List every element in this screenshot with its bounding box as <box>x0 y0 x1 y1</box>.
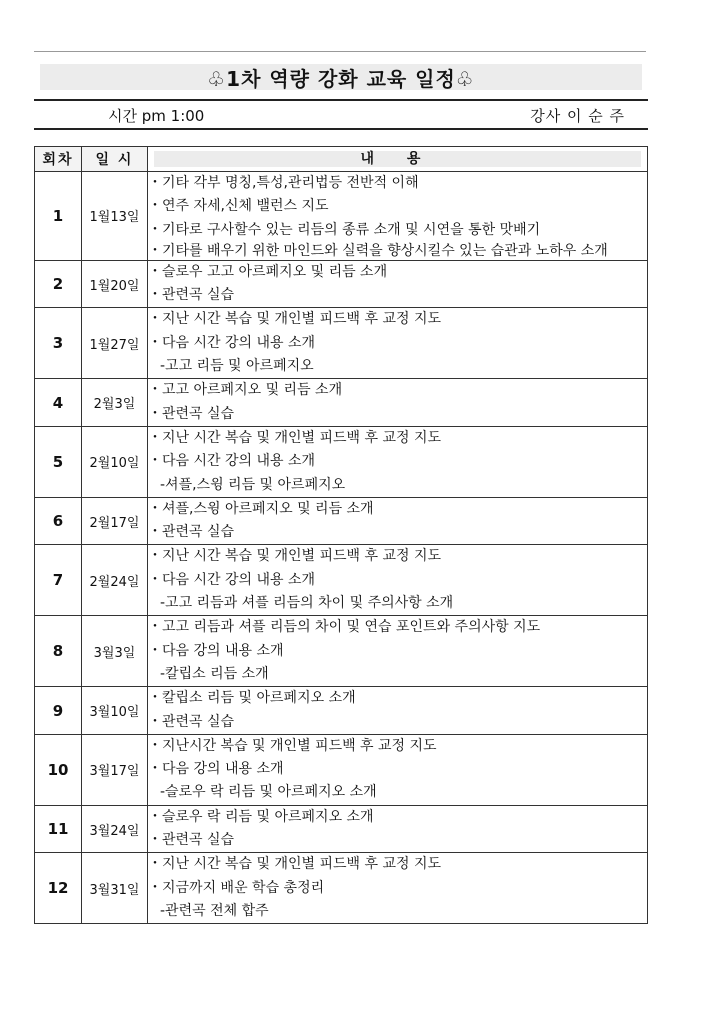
table-row <box>35 805 648 853</box>
session-number: 2 <box>35 260 82 308</box>
schedule-table <box>34 146 648 924</box>
session-content <box>148 616 648 687</box>
content-line: ・지난 시간 복습 및 개인별 피드백 후 교정 지도 <box>148 311 442 328</box>
session-date: 3월31일 <box>82 853 148 924</box>
session-content <box>148 805 648 853</box>
instructor-name: 강사 이 순 주 <box>530 107 625 125</box>
session-date: 3월10일 <box>82 687 148 735</box>
content-subline: -고고 리듬 및 아르페지오 <box>160 358 314 375</box>
content-line: ・슬로우 고고 아르페지오 및 리듬 소개 <box>148 263 388 280</box>
session-number: 4 <box>35 379 82 427</box>
content-line: ・지난 시간 복습 및 개인별 피드백 후 교정 지도 <box>148 856 442 873</box>
session-date: 2월3일 <box>82 379 148 427</box>
content-line: ・칼립소 리듬 및 아르페지오 소개 <box>148 690 356 707</box>
content-subline: -칼립소 리듬 소개 <box>160 665 269 682</box>
content-subline: -관련곡 전체 합주 <box>160 902 269 919</box>
top-divider <box>34 51 646 52</box>
content-line: ・다음 시간 강의 내용 소개 <box>148 453 316 470</box>
table-row <box>35 172 648 261</box>
document-title: ♧1차 역량 강화 교육 일정♧ <box>207 66 475 91</box>
header-session: 회차 <box>35 147 82 172</box>
session-content <box>148 687 648 735</box>
table-row <box>35 545 648 616</box>
session-date: 3월17일 <box>82 734 148 805</box>
header-row <box>35 147 648 172</box>
content-line: ・다음 시간 강의 내용 소개 <box>148 334 316 351</box>
session-content <box>148 172 648 261</box>
header-date: 일 시 <box>82 147 148 172</box>
content-line: ・다음 강의 내용 소개 <box>148 761 284 778</box>
content-line: ・고고 아르페지오 및 리듬 소개 <box>148 382 343 399</box>
table-row <box>35 497 648 545</box>
session-number: 10 <box>35 734 82 805</box>
session-number: 6 <box>35 497 82 545</box>
content-subline: -셔플,스윙 리듬 및 아르페지오 <box>160 476 346 493</box>
content-line: ・셔플,스윙 아르페지오 및 리듬 소개 <box>148 500 374 517</box>
content-line: ・고고 리듬과 셔플 리듬의 차이 및 연습 포인트와 주의사항 지도 <box>148 619 541 636</box>
content-line: ・기타 각부 명칭,특성,관리법등 전반적 이해 <box>148 175 419 191</box>
table-row <box>35 308 648 379</box>
session-date: 1월13일 <box>82 172 148 261</box>
session-date: 3월24일 <box>82 805 148 853</box>
content-line: ・슬로우 락 리듬 및 아르페지오 소개 <box>148 808 374 825</box>
content-line: ・관련곡 실습 <box>148 287 235 304</box>
session-content <box>148 497 648 545</box>
session-number: 9 <box>35 687 82 735</box>
content-subline: -고고 리듬과 셔플 리듬의 차이 및 주의사항 소개 <box>160 595 454 612</box>
content-line: ・관련곡 실습 <box>148 405 235 422</box>
session-content <box>148 853 648 924</box>
content-line: ・관련곡 실습 <box>148 713 235 730</box>
session-date: 2월10일 <box>82 426 148 497</box>
info-divider-bottom <box>34 128 648 130</box>
session-number: 11 <box>35 805 82 853</box>
content-line: ・다음 시간 강의 내용 소개 <box>148 571 316 588</box>
table-row <box>35 379 648 427</box>
table-row <box>35 426 648 497</box>
session-content <box>148 308 648 379</box>
content-line: ・지난시간 복습 및 개인별 피드백 후 교정 지도 <box>148 737 437 754</box>
session-date: 2월24일 <box>82 545 148 616</box>
table-row <box>35 734 648 805</box>
session-date: 2월17일 <box>82 497 148 545</box>
session-number: 12 <box>35 853 82 924</box>
session-content <box>148 379 648 427</box>
class-time: 시간 pm 1:00 <box>108 107 205 125</box>
content-line: ・관련곡 실습 <box>148 524 235 541</box>
session-content <box>148 260 648 308</box>
session-number: 8 <box>35 616 82 687</box>
table-row <box>35 260 648 308</box>
header-content: 내 용 <box>148 147 648 172</box>
session-date: 1월20일 <box>82 260 148 308</box>
session-content <box>148 545 648 616</box>
content-line: ・지금까지 배운 학습 총정리 <box>148 879 325 896</box>
content-line: ・지난 시간 복습 및 개인별 피드백 후 교정 지도 <box>148 429 442 446</box>
session-date: 1월27일 <box>82 308 148 379</box>
content-line: ・기타를 배우기 위한 마인드와 실력을 향상시킬수 있는 습관과 노하우 소개 <box>148 242 608 259</box>
table-row <box>35 616 648 687</box>
session-number: 3 <box>35 308 82 379</box>
content-line: ・관련곡 실습 <box>148 832 235 849</box>
session-content <box>148 426 648 497</box>
table-row <box>35 687 648 735</box>
session-number: 5 <box>35 426 82 497</box>
content-line: ・지난 시간 복습 및 개인별 피드백 후 교정 지도 <box>148 548 442 565</box>
content-line: ・연주 자세,신체 밸런스 지도 <box>148 198 329 215</box>
session-content <box>148 734 648 805</box>
content-line: ・기타로 구사할수 있는 리듬의 종류 소개 및 시연을 통한 맛배기 <box>148 221 541 238</box>
content-subline: -슬로우 락 리듬 및 아르페지오 소개 <box>160 784 377 801</box>
session-date: 3월3일 <box>82 616 148 687</box>
info-divider-top <box>34 99 648 101</box>
table-row <box>35 853 648 924</box>
session-number: 7 <box>35 545 82 616</box>
document-title-bar <box>40 64 642 90</box>
content-line: ・다음 강의 내용 소개 <box>148 642 284 659</box>
session-number: 1 <box>35 172 82 261</box>
